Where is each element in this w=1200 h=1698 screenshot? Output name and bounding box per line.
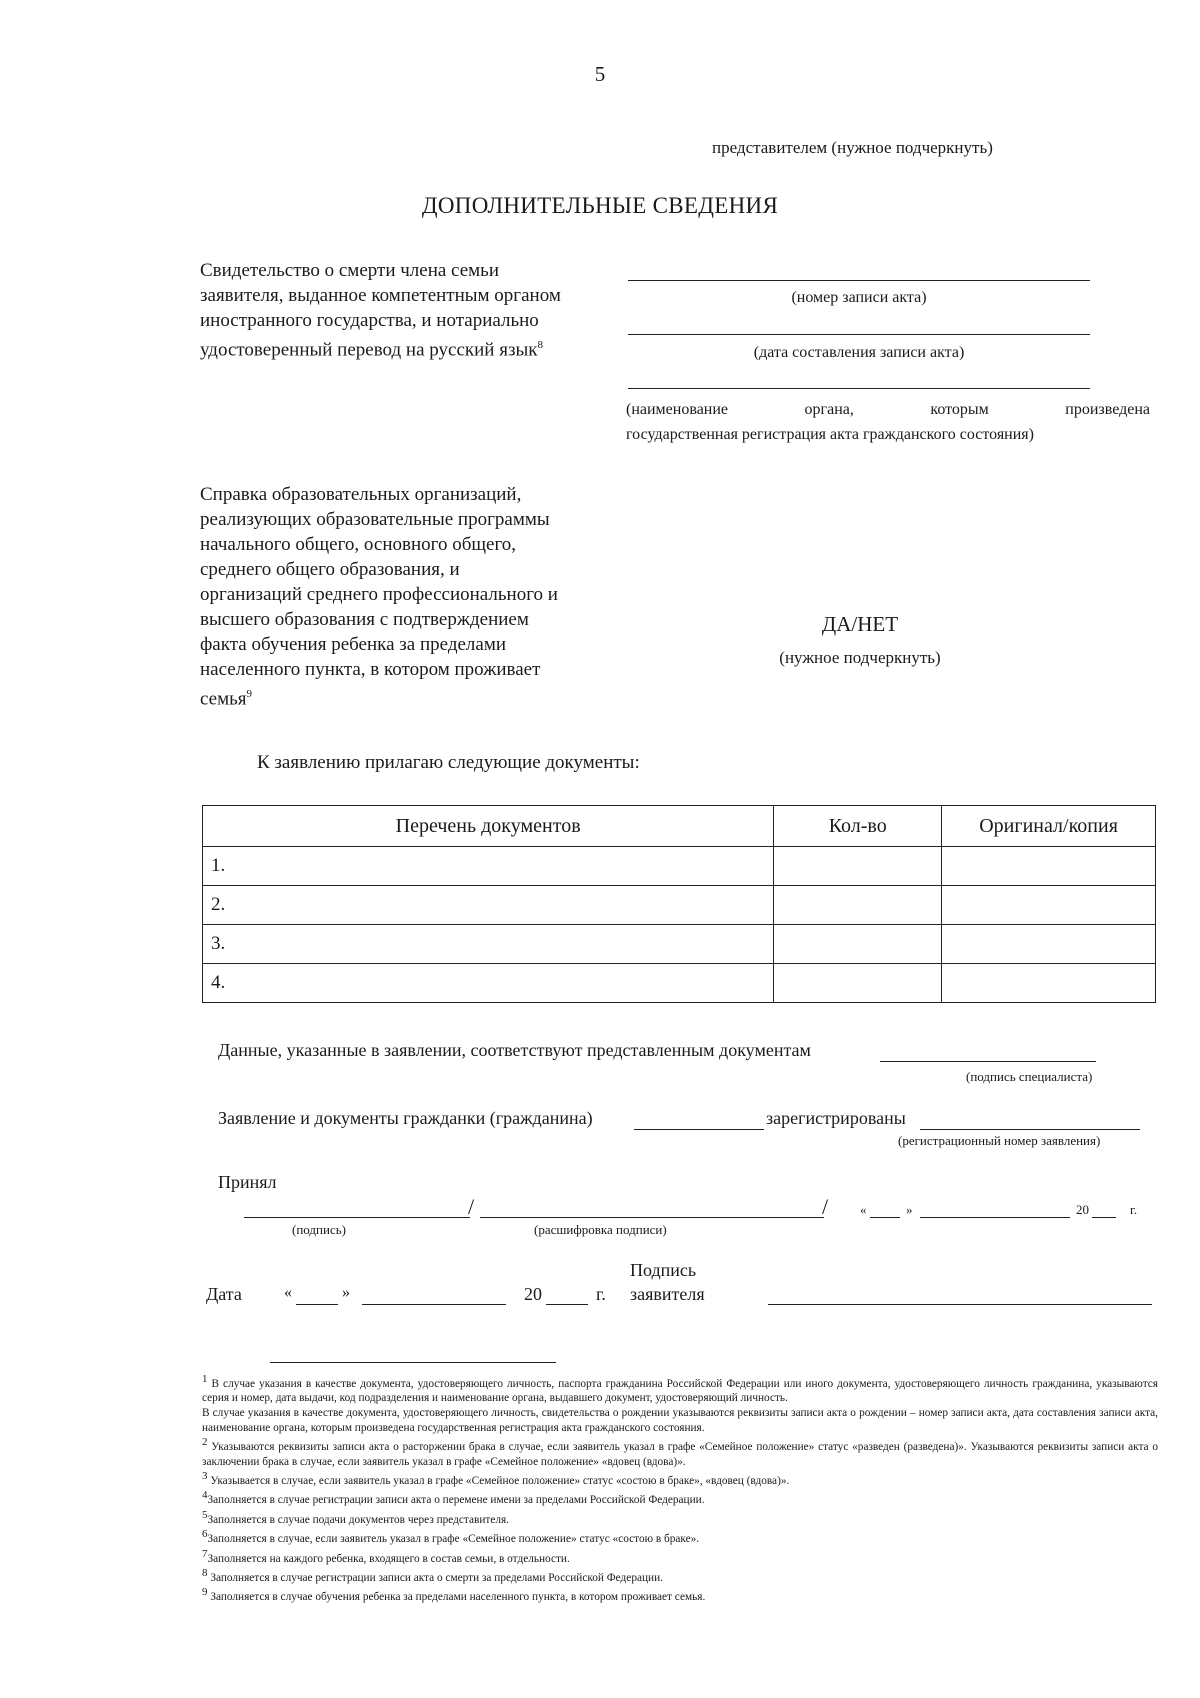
slash-separator: / [822, 1194, 829, 1219]
applicant-signature-field[interactable] [768, 1304, 1152, 1305]
record-number-field[interactable] [628, 280, 1090, 281]
original-copy-cell[interactable] [942, 847, 1156, 886]
record-date-caption: (дата составления записи акта) [753, 344, 965, 361]
applicant-year-field[interactable] [546, 1304, 588, 1305]
footnote: $^5$Заполняется в случае подачи документов через представителя. [202, 1508, 510, 1526]
quote-open: « [860, 1202, 867, 1217]
registration-number-field[interactable] [920, 1129, 1140, 1130]
registration-statement-a: Заявление и документы гражданки (гражданина) [218, 1108, 593, 1128]
education-line: среднего общего образования, и [200, 559, 460, 580]
documents-table [202, 805, 1156, 1003]
footnote-ref: 9 [246, 688, 253, 700]
section-title: ДОПОЛНИТЕЛЬНЫЕ СВЕДЕНИЯ [421, 193, 779, 218]
year-suffix: г. [1130, 1202, 1138, 1217]
quantity-cell[interactable] [774, 886, 942, 925]
original-copy-cell[interactable] [942, 925, 1156, 964]
document-name-cell[interactable]: 1. [203, 847, 774, 886]
document-name-cell[interactable]: 2. [203, 886, 774, 925]
header-quantity: Кол-во [774, 806, 942, 847]
original-copy-cell[interactable] [942, 886, 1156, 925]
signature-caption: (подпись) [292, 1222, 346, 1237]
footnote: $^3$ Указывается в случае, если заявитель указал в графе «Семейное положение» статус «состою в браке», «вдовец (вдова)». [202, 1470, 790, 1487]
applicant-signature-label: Подпись заявителя [630, 1260, 705, 1304]
registry-caption [626, 397, 1150, 447]
accepted-year-field[interactable] [1092, 1217, 1116, 1218]
footnote: В случае указания в качестве документа, удостоверяющего личность, свидетельства о рождении указываются реквизиты записи акта о рождении – номер записи акта, дата составления записи акта, наименование органа, которым произведена государственная регистрация акта гражданского состояния. [202, 1406, 1158, 1434]
quote-close: » [342, 1284, 350, 1301]
registry-body-field[interactable] [628, 388, 1090, 389]
slash-separator: / [468, 1194, 475, 1219]
quote-open: « [284, 1284, 292, 1301]
education-line: семья$^9$ [200, 688, 253, 710]
data-match-statement: Данные, указанные в заявлении, соответствуют представленным документам [218, 1040, 811, 1060]
quote-close: » [906, 1202, 913, 1217]
document-name-cell[interactable]: 4. [203, 964, 774, 1003]
applicant-month-field[interactable] [362, 1304, 506, 1305]
footnote: $^1$ В случае указания в качестве документа, удостоверяющего личность, паспорта гражданина Российской Федерации или иного документа, удостоверяющего личность гражданина, указываются серия и номер, дата выдачи, код подразделения и наименование органа, выдавшего документ, удостоверяющий личность. [202, 1373, 1158, 1405]
applicant-day-field[interactable] [296, 1304, 338, 1305]
footnote: $^8$ Заполняется в случае регистрации записи акта о смерти за пределами Российской Федерации. [202, 1566, 663, 1584]
table-row [203, 925, 1156, 964]
education-line: Справка образовательных организаций, [200, 484, 522, 505]
death-certificate-line: заявителя, выданное компетентным органом [200, 285, 561, 306]
table-row [203, 886, 1156, 925]
table-header-row [203, 806, 1156, 847]
table-row [203, 847, 1156, 886]
record-date-field[interactable] [628, 334, 1090, 335]
year-prefix: 20 [1076, 1202, 1089, 1217]
applicant-date-label: Дата [206, 1284, 242, 1304]
accepted-day-field[interactable] [870, 1217, 900, 1218]
death-certificate-line: удостоверенный перевод на русский язык$^8$ [200, 339, 543, 361]
footnote: $^2$ Указываются реквизиты записи акта о расторжении брака в случае, если заявитель указал в графе «Семейное положение» статус «разведен (разведена)». Указываются реквизиты записи акта о заключении брака в случае, если заявитель указал в графе «Семейное положение» «вдовец (вдова)». [202, 1436, 1158, 1468]
accepted-label: Принял [218, 1172, 277, 1192]
header-original-copy: Оригинал/копия [942, 806, 1156, 847]
year-suffix: г. [596, 1284, 606, 1304]
signature-decode-caption: (расшифровка подписи) [534, 1222, 667, 1237]
quantity-cell[interactable] [774, 847, 942, 886]
footnote-ref: 8 [537, 339, 543, 351]
yes-no-choice[interactable]: ДА/НЕТ [821, 612, 899, 636]
footnote: $^4$Заполняется в случае регистрации записи акта о перемене имени за пределами Российской Федерации. [202, 1489, 705, 1507]
year-prefix: 20 [524, 1284, 542, 1304]
death-certificate-line: Свидетельство о смерти члена семьи [200, 260, 500, 281]
death-certificate-label [200, 258, 561, 362]
footnote: $^6$Заполняется в случае, если заявитель указал в графе «Семейное положение» статус «состою в браке». [202, 1528, 700, 1545]
accepted-signature-field[interactable] [244, 1217, 470, 1218]
page-number: 5 [594, 62, 606, 86]
table-row [203, 964, 1156, 1003]
specialist-signature-field[interactable] [880, 1061, 1096, 1062]
accepted-month-field[interactable] [920, 1217, 1070, 1218]
footnote-separator [270, 1362, 556, 1363]
citizen-name-field[interactable] [634, 1129, 764, 1130]
yes-no-caption: (нужное подчеркнуть) [779, 648, 941, 667]
education-line: высшего образования с подтверждением [200, 609, 529, 630]
registration-number-caption: (регистрационный номер заявления) [898, 1133, 1101, 1148]
death-certificate-line: иностранного государства, и нотариально [200, 310, 539, 331]
registry-caption-line: (наименование органа, которым произведена [626, 401, 1150, 418]
registry-caption-line: государственная регистрация акта гражданского состояния) [626, 426, 1034, 443]
specialist-signature-caption: (подпись специалиста) [966, 1069, 1093, 1084]
quantity-cell[interactable] [774, 925, 942, 964]
accepted-signature-decode-field[interactable] [480, 1217, 824, 1218]
original-copy-cell[interactable] [942, 964, 1156, 1003]
quantity-cell[interactable] [774, 964, 942, 1003]
attachments-intro: К заявлению прилагаю следующие документы: [257, 752, 640, 773]
education-line: факта обучения ребенка за пределами [200, 634, 507, 655]
document-name-cell[interactable]: 3. [203, 925, 774, 964]
footnote: $^9$ Заполняется в случае обучения ребенка за пределами населенного пункта, в котором проживает семья. [202, 1586, 706, 1604]
education-line: начального общего, основного общего, [200, 534, 517, 555]
education-line: реализующих образовательные программы [200, 509, 550, 530]
education-line: населенного пункта, в котором проживает [200, 659, 541, 680]
header-documents-list: Перечень документов [203, 806, 774, 847]
education-certificate-label [200, 482, 558, 711]
registration-statement-b: зарегистрированы [766, 1108, 906, 1128]
education-line: организаций среднего профессионального и [200, 584, 558, 605]
footnote: $^7$Заполняется на каждого ребенка, входящего в состав семьи, в отдельности. [202, 1547, 570, 1565]
record-number-caption: (номер записи акта) [791, 289, 927, 306]
representative-note: представителем (нужное подчеркнуть) [712, 138, 993, 157]
footnotes [202, 1372, 1158, 1605]
